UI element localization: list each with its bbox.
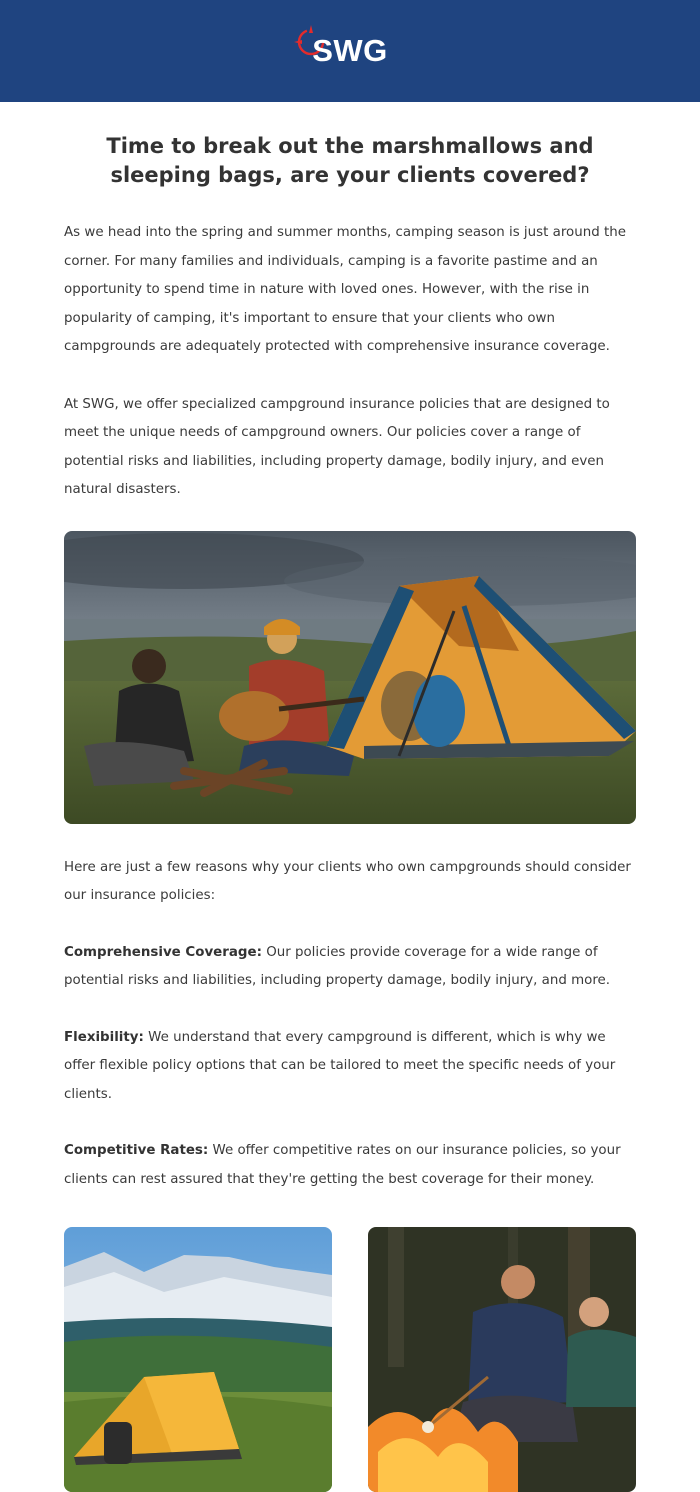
email-header xyxy=(0,0,700,102)
feature-flexibility xyxy=(64,1024,636,1110)
feature-title: Competitive Rates: xyxy=(64,1143,209,1158)
campfire-photo xyxy=(368,1227,636,1492)
email-body xyxy=(0,102,700,1492)
swg-logo[interactable] xyxy=(312,33,388,69)
feature-text: We offer competitive rates on our insurance policies, so your clients can rest assured that they're getting the best coverage for their money. xyxy=(64,1143,621,1187)
article-title: Time to break out the marshmallows and sleeping bags, are your clients covered? xyxy=(106,134,594,187)
camping-hero-image xyxy=(64,531,636,824)
feature-title: Comprehensive Coverage: xyxy=(64,944,262,960)
mountain-tent-image xyxy=(64,1227,332,1492)
feature-comprehensive-coverage xyxy=(64,939,636,996)
feature-competitive-rates xyxy=(64,1137,636,1194)
image-row xyxy=(64,1227,636,1492)
intro-paragraph: As we head into the spring and summer months, camping season is just around the corner. For many families and individuals, camping is a favorite pastime and an opportunity to spend time in nature with loved ones. However, with the rise in popularity of camping, it's important to ensure that your clients who own campgrounds are adequately protected with comprehensive insurance coverage. xyxy=(64,225,626,354)
campfire-marshmallow-image xyxy=(368,1227,636,1492)
campers-with-tent-image xyxy=(64,531,636,824)
offer-paragraph: At SWG, we offer specialized campground insurance policies that are designed to meet the unique needs of campground owners. Our policies cover a range of potential risks and liabilities, including property damage, bodily injury, and even natural disasters. xyxy=(64,396,610,497)
logo-text: SWG xyxy=(312,33,388,68)
feature-text: We understand that every campground is different, which is why we offer flexible policy options that can be tailored to meet the specific needs of your clients. xyxy=(64,1029,616,1102)
feature-title: Flexibility: xyxy=(64,1029,144,1045)
reasons-intro: Here are just a few reasons why your clients who own campgrounds should consider our insurance policies: xyxy=(64,859,631,903)
mountain-tent-photo xyxy=(64,1227,332,1492)
feature-text: Our policies provide coverage for a wide range of potential risks and liabilities, including property damage, bodily injury, and more. xyxy=(64,944,611,988)
